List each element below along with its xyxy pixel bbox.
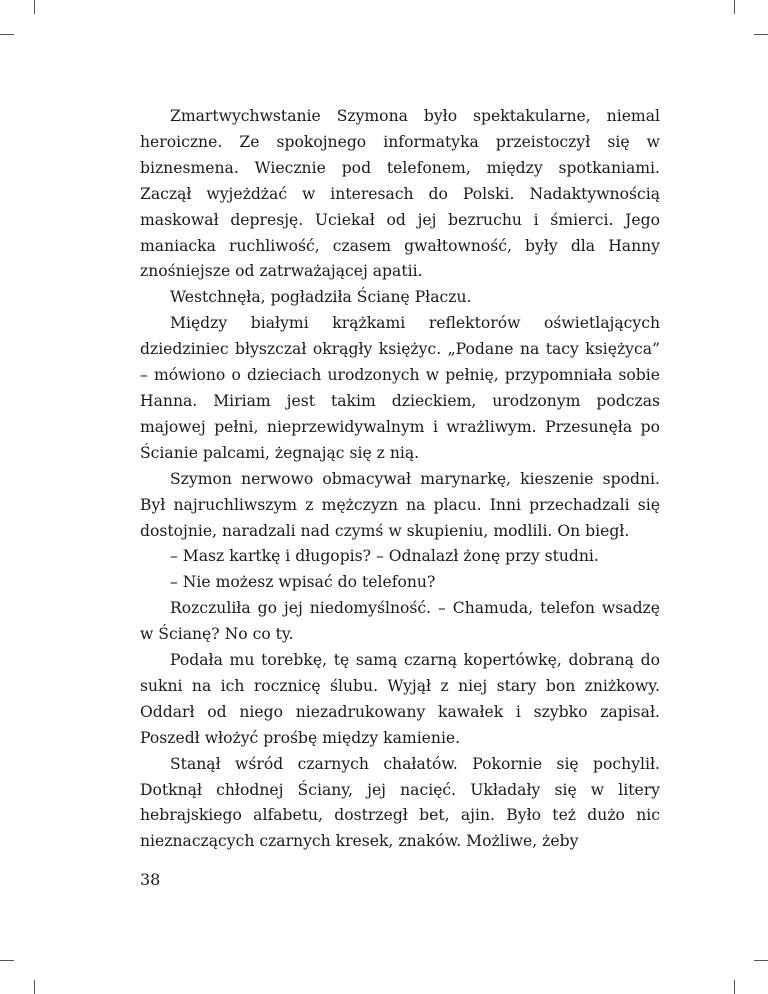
paragraph: – Masz kartkę i długopis? – Odnalazł żonę przy studni.	[170, 547, 599, 566]
paragraph: Podała mu torebkę, tę samą czarną kopertówkę, dobraną do sukni na ich rocznicę ślubu. Wyjął z niej stary bon zniżkowy. Oddarł od niego niezadrukowany kawałek i szybko zapisał. Poszedł włożyć prośbę między kamienie.	[140, 651, 660, 747]
paragraph: – Nie możesz wpisać do telefonu?	[170, 573, 436, 592]
paragraph: Szymon nerwowo obmacywał marynarkę, kieszenie spodni. Był najruchliwszym z mężczyzn na placu. Inni przechadzali się dostojnie, naradzali nad czymś w skupieniu, modlili. On biegł.	[140, 469, 660, 540]
crop-mark	[754, 34, 768, 35]
crop-mark	[0, 34, 14, 35]
page-number: 38	[140, 870, 161, 889]
paragraph: Stanął wśród czarnych chałatów. Pokornie się pochylił. Dotknął chłodnej Ściany, jej nacięć. Układały się w litery hebrajskiego alfabetu, dostrzegł bet, ajin. Było też dużo nic nieznaczących czarnych kresek, znaków. Możliwe, żeby	[140, 754, 660, 851]
paragraph: Westchnęła, pogładziła Ścianę Płaczu.	[170, 288, 472, 307]
paragraph: Zmartwychwstanie Szymona było spektakularne, niemal heroiczne. Ze spokojnego informatyka przeistoczył się w biznesmena. Wiecznie pod telefonem, między spotkaniami. Zaczął wyjeżdżać w interesach do Polski. Nadaktywnością maskował depresję. Uciekał od jej bezruchu i śmierci. Jego maniacka ruchliwość, czasem gwałtowność, były dla Hanny znośniejsze od zatrważającej apatii.	[140, 107, 660, 281]
crop-mark	[34, 0, 35, 14]
crop-mark	[0, 960, 14, 961]
body-text	[140, 104, 660, 855]
paragraph: Rozczuliła go jej niedomyślność. – Chamuda, telefon wsadzę w Ścianę? No co ty.	[140, 599, 660, 644]
crop-mark	[34, 980, 35, 994]
crop-mark	[754, 960, 768, 961]
crop-mark	[734, 980, 735, 994]
crop-mark	[734, 0, 735, 14]
paragraph: Między białymi krążkami reflektorów oświetlających dziedziniec błyszczał okrągły księżyc. „Podane na tacy księżyca” – mówiono o dzieciach urodzonych w pełnię, przypomniała sobie Hanna. Miriam jest takim dzieckiem, urodzonym podczas majowej pełni, nieprzewidywalnym i wrażliwym. Przesunęła po Ścianie palcami, żegnając się z nią.	[140, 314, 660, 462]
